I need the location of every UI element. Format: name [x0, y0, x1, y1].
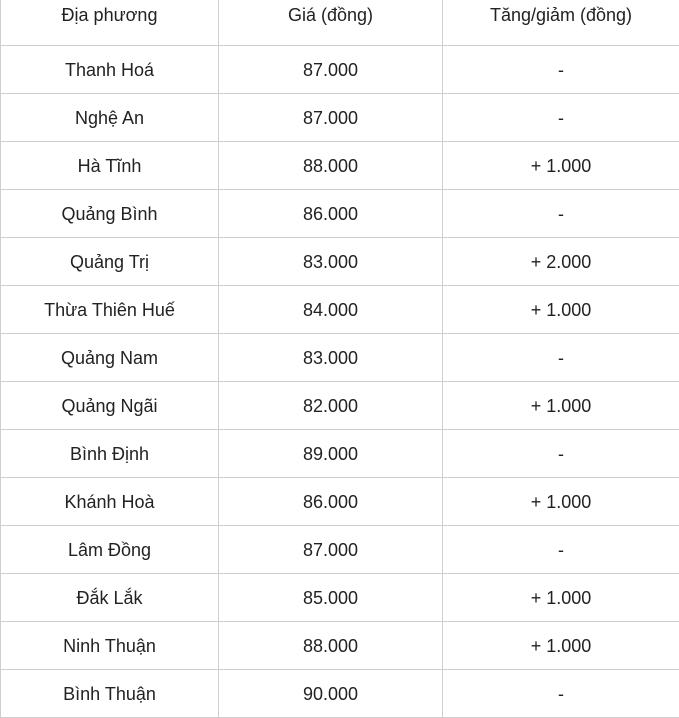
cell-price: 88.000: [219, 142, 443, 190]
table-row: [1, 574, 679, 622]
cell-change: + 1.000: [443, 286, 679, 334]
header-price: Giá (đồng): [219, 0, 443, 46]
cell-price: 90.000: [219, 670, 443, 718]
cell-change: + 2.000: [443, 238, 679, 286]
table-body: [1, 46, 679, 718]
cell-change: + 1.000: [443, 382, 679, 430]
table-row: [1, 478, 679, 526]
cell-change: + 1.000: [443, 478, 679, 526]
cell-change: -: [443, 430, 679, 478]
header-region: Địa phương: [1, 0, 219, 46]
table-row: [1, 190, 679, 238]
cell-change: -: [443, 94, 679, 142]
cell-change: -: [443, 670, 679, 718]
table-row: [1, 382, 679, 430]
cell-price: 87.000: [219, 526, 443, 574]
cell-region: Quảng Trị: [1, 238, 219, 286]
table-row: [1, 430, 679, 478]
table-row: [1, 286, 679, 334]
cell-change: -: [443, 334, 679, 382]
cell-region: Nghệ An: [1, 94, 219, 142]
table-row: [1, 142, 679, 190]
cell-price: 86.000: [219, 190, 443, 238]
cell-price: 87.000: [219, 46, 443, 94]
cell-region: Ninh Thuận: [1, 622, 219, 670]
cell-region: Lâm Đồng: [1, 526, 219, 574]
table-row: [1, 94, 679, 142]
cell-change: + 1.000: [443, 622, 679, 670]
cell-region: Hà Tĩnh: [1, 142, 219, 190]
cell-region: Khánh Hoà: [1, 478, 219, 526]
cell-region: Quảng Nam: [1, 334, 219, 382]
table-row: [1, 334, 679, 382]
cell-region: Đắk Lắk: [1, 574, 219, 622]
table-row: [1, 46, 679, 94]
cell-price: 83.000: [219, 334, 443, 382]
cell-price: 82.000: [219, 382, 443, 430]
cell-region: Quảng Bình: [1, 190, 219, 238]
cell-price: 84.000: [219, 286, 443, 334]
cell-price: 85.000: [219, 574, 443, 622]
cell-price: 88.000: [219, 622, 443, 670]
cell-change: -: [443, 46, 679, 94]
table-row: [1, 670, 679, 718]
cell-region: Quảng Ngãi: [1, 382, 219, 430]
table-row: [1, 622, 679, 670]
cell-change: -: [443, 190, 679, 238]
table-header: [1, 0, 679, 46]
cell-region: Bình Định: [1, 430, 219, 478]
cell-region: Thừa Thiên Huế: [1, 286, 219, 334]
cell-region: Thanh Hoá: [1, 46, 219, 94]
cell-change: + 1.000: [443, 142, 679, 190]
cell-price: 86.000: [219, 478, 443, 526]
cell-price: 87.000: [219, 94, 443, 142]
cell-change: + 1.000: [443, 574, 679, 622]
cell-price: 83.000: [219, 238, 443, 286]
table-row: [1, 526, 679, 574]
header-change: Tăng/giảm (đồng): [443, 0, 679, 46]
cell-region: Bình Thuận: [1, 670, 219, 718]
header-row: [1, 0, 679, 46]
cell-price: 89.000: [219, 430, 443, 478]
cell-change: -: [443, 526, 679, 574]
table-row: [1, 238, 679, 286]
